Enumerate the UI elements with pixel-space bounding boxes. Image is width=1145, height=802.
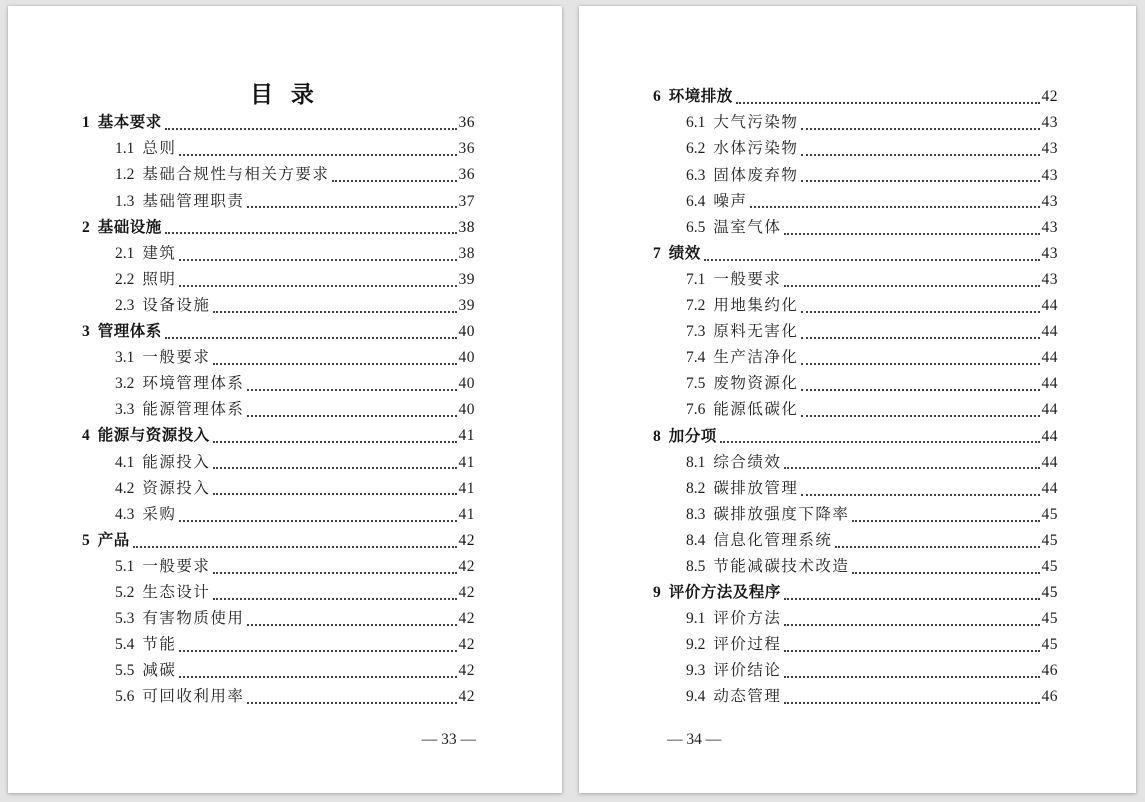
toc-entry-page: 37 <box>458 192 475 210</box>
toc-entry <box>653 502 1058 528</box>
toc-entry <box>653 684 1058 710</box>
page-33 <box>8 6 562 793</box>
toc-entry-label: 动态管理 <box>713 688 782 706</box>
toc-entry <box>653 606 1058 632</box>
toc-dot-leader <box>213 598 456 600</box>
toc-entry-page: 44 <box>1041 375 1058 393</box>
toc-entry <box>82 345 475 371</box>
toc-entry-page: 45 <box>1041 636 1058 654</box>
toc-entry <box>653 475 1058 501</box>
toc-entry-number: 8.2 <box>686 479 706 497</box>
toc-entry-page: 43 <box>1041 244 1058 262</box>
toc-entry-page: 42 <box>458 636 475 654</box>
toc-entry-label: 绩效 <box>668 244 701 262</box>
toc-entry-page: 43 <box>1041 166 1058 184</box>
toc-entry <box>82 684 475 710</box>
toc-dot-leader <box>801 389 1039 391</box>
toc-entry <box>82 554 475 580</box>
toc-entry-label: 加分项 <box>668 427 717 445</box>
toc-entry-number: 3.3 <box>115 401 135 419</box>
toc-dot-leader <box>736 102 1040 104</box>
toc-entry <box>653 658 1058 684</box>
toc-entry <box>82 632 475 658</box>
toc-entry-page: 38 <box>458 218 475 236</box>
toc-entry <box>82 528 475 554</box>
toc-entry-label: 能源与资源投入 <box>97 427 210 445</box>
toc-dot-leader <box>165 232 457 234</box>
toc-entry-number: 9 <box>653 584 661 602</box>
toc-dot-leader <box>801 415 1039 417</box>
toc-entry-page: 45 <box>1041 531 1058 549</box>
toc-entry-number: 5 <box>82 531 90 549</box>
toc-entry <box>82 110 475 136</box>
toc-dot-leader <box>801 128 1039 130</box>
toc-entry-page: 43 <box>1041 114 1058 132</box>
toc-entry <box>82 162 475 188</box>
toc-dot-leader <box>213 493 456 495</box>
toc-entry-label: 水体污染物 <box>713 140 799 158</box>
toc-entry-label: 管理体系 <box>97 323 162 341</box>
toc-entry-number: 6.3 <box>686 166 706 184</box>
toc-entry-label: 采购 <box>142 505 177 523</box>
toc-entry <box>82 658 475 684</box>
toc-entry-label: 噪声 <box>713 192 748 210</box>
toc-dot-leader <box>720 441 1040 443</box>
toc-dot-leader <box>801 311 1039 313</box>
toc-dot-leader <box>213 311 456 313</box>
toc-entry-page: 42 <box>458 610 475 628</box>
toc-entry-number: 6.1 <box>686 114 706 132</box>
toc-entry-number: 5.6 <box>115 688 135 706</box>
toc-entry-number: 8.3 <box>686 505 706 523</box>
toc-entry-number: 7.2 <box>686 297 706 315</box>
toc-entry-number: 7.4 <box>686 349 706 367</box>
toc-entry <box>82 501 475 527</box>
toc-dot-leader <box>835 546 1039 548</box>
toc-entry-page: 42 <box>458 557 475 575</box>
page-number-34: — 34 — <box>667 731 722 748</box>
toc-entry-label: 评价结论 <box>713 662 782 680</box>
toc-entry-page: 46 <box>1041 688 1058 706</box>
page-34 <box>579 6 1136 793</box>
toc-entry-page: 36 <box>458 114 475 132</box>
toc-entry <box>82 606 475 632</box>
toc-entry <box>653 241 1058 267</box>
toc-title: 目 录 <box>250 82 320 107</box>
toc-entry-page: 44 <box>1041 453 1058 471</box>
toc-dot-leader <box>852 572 1039 574</box>
toc-dot-leader <box>179 520 456 522</box>
toc-entry <box>653 136 1058 162</box>
toc-dot-leader <box>784 467 1039 469</box>
toc-entry-page: 45 <box>1041 610 1058 628</box>
toc-entry-label: 用地集约化 <box>713 297 799 315</box>
toc-entry-number: 7 <box>653 244 661 262</box>
toc-entry-page: 44 <box>1041 401 1058 419</box>
toc-dot-leader <box>247 702 456 704</box>
toc-entry-number: 5.4 <box>115 636 135 654</box>
toc-entry-number: 6.4 <box>686 192 706 210</box>
toc-entry-label: 大气污染物 <box>713 114 799 132</box>
toc-entry-number: 6 <box>653 88 661 106</box>
toc-entry-number: 6.2 <box>686 140 706 158</box>
toc-entry-label: 评价方法及程序 <box>668 584 781 602</box>
toc-entry-label: 温室气体 <box>713 218 782 236</box>
toc-entry-number: 7.1 <box>686 270 706 288</box>
toc-entry-number: 6.5 <box>686 218 706 236</box>
toc-entry-number: 1.1 <box>115 140 135 158</box>
page-number-33: — 33 — <box>421 731 476 748</box>
toc-entry-label: 减碳 <box>142 662 177 680</box>
toc-entry-page: 44 <box>1041 349 1058 367</box>
toc-dot-leader <box>801 180 1039 182</box>
toc-dot-leader <box>179 650 456 652</box>
toc-dot-leader <box>179 676 456 678</box>
toc-entry <box>82 423 475 449</box>
toc-entry <box>653 632 1058 658</box>
toc-entry-label: 基础合规性与相关方要求 <box>142 166 330 184</box>
toc-entry-page: 41 <box>458 479 475 497</box>
toc-entry-label: 综合绩效 <box>713 453 782 471</box>
toc-entry <box>82 371 475 397</box>
toc-entry-number: 9.4 <box>686 688 706 706</box>
toc-entry <box>82 188 475 214</box>
toc-entry-label: 固体废弃物 <box>713 166 799 184</box>
toc-entry-number: 2.1 <box>115 244 135 262</box>
toc-entry <box>653 188 1058 214</box>
toc-dot-leader <box>179 154 456 156</box>
toc-entry-page: 46 <box>1041 662 1058 680</box>
toc-entry-number: 9.3 <box>686 662 706 680</box>
toc-entry-number: 8.4 <box>686 531 706 549</box>
toc-entry <box>653 110 1058 136</box>
toc-dot-leader <box>213 572 456 574</box>
toc-entry-label: 生产洁净化 <box>713 349 799 367</box>
toc-entry-label: 节能减碳技术改造 <box>713 557 850 575</box>
toc-entry-page: 41 <box>458 453 475 471</box>
toc-entry-number: 8.1 <box>686 453 706 471</box>
toc-entry-page: 44 <box>1041 479 1058 497</box>
toc-entry <box>653 423 1058 449</box>
toc-entry <box>653 371 1058 397</box>
toc-entry <box>82 214 475 240</box>
toc-entry <box>653 554 1058 580</box>
toc-entry <box>82 136 475 162</box>
toc-dot-leader <box>784 598 1040 600</box>
toc-dot-leader <box>165 128 457 130</box>
toc-entry-number: 9.1 <box>686 610 706 628</box>
toc-entry-page: 36 <box>458 140 475 158</box>
toc-entry-label: 评价过程 <box>713 636 782 654</box>
toc-entry-number: 3.2 <box>115 375 135 393</box>
toc-dot-leader <box>179 259 456 261</box>
toc-entry-page: 40 <box>458 323 475 341</box>
toc-entry-label: 产品 <box>97 531 130 549</box>
toc-entry <box>653 84 1058 110</box>
toc-entry-page: 39 <box>458 296 475 314</box>
toc-entry-page: 43 <box>1041 270 1058 288</box>
toc-entry-page: 44 <box>1041 427 1058 445</box>
toc-entry-page: 42 <box>458 662 475 680</box>
toc-dot-leader <box>332 180 456 182</box>
toc-entry-page: 42 <box>458 688 475 706</box>
toc-entry-label: 环境排放 <box>668 88 733 106</box>
toc-entry-label: 一般要求 <box>713 270 782 288</box>
toc-entry-label: 建筑 <box>142 244 177 262</box>
toc-entry-number: 3 <box>82 323 90 341</box>
toc-dot-leader <box>247 624 456 626</box>
toc-entry-page: 41 <box>458 427 475 445</box>
toc-entry-label: 可回收利用率 <box>142 688 245 706</box>
toc-entry <box>653 580 1058 606</box>
toc-entry-label: 一般要求 <box>142 349 211 367</box>
toc-entry-page: 40 <box>458 375 475 393</box>
toc-entry-label: 原料无害化 <box>713 323 799 341</box>
toc-entry-number: 2.3 <box>115 296 135 314</box>
toc-entry-label: 碳排放强度下降率 <box>713 505 850 523</box>
toc-entry-label: 环境管理体系 <box>142 375 245 393</box>
toc-dot-leader <box>801 337 1039 339</box>
toc-entry-page: 38 <box>458 244 475 262</box>
toc-entry-page: 43 <box>1041 192 1058 210</box>
toc-entry-label: 废物资源化 <box>713 375 799 393</box>
toc-entry-label: 基础设施 <box>97 218 162 236</box>
toc-entry <box>653 345 1058 371</box>
toc-dot-leader <box>784 233 1039 235</box>
toc-entry-number: 9.2 <box>686 636 706 654</box>
toc-entry <box>82 293 475 319</box>
toc-entry-page: 45 <box>1041 557 1058 575</box>
toc-entry-label: 设备设施 <box>142 296 211 314</box>
toc-entry-number: 3.1 <box>115 349 135 367</box>
toc-entry-number: 2.2 <box>115 270 135 288</box>
toc-entry-number: 8.5 <box>686 557 706 575</box>
toc-entry-number: 4.2 <box>115 479 135 497</box>
toc-entry-page: 36 <box>458 166 475 184</box>
toc-entry-number: 7.5 <box>686 375 706 393</box>
toc-entry-label: 资源投入 <box>142 479 211 497</box>
toc-entry-page: 43 <box>1041 140 1058 158</box>
toc-entry-page: 45 <box>1041 505 1058 523</box>
toc-entry-label: 总则 <box>142 140 177 158</box>
toc-entry-page: 44 <box>1041 297 1058 315</box>
toc-dot-leader <box>750 206 1039 208</box>
toc-entry-number: 8 <box>653 427 661 445</box>
toc-entry-number: 4.3 <box>115 505 135 523</box>
toc-entry <box>653 528 1058 554</box>
toc-dot-leader <box>247 415 456 417</box>
toc-dot-leader <box>784 624 1039 626</box>
toc-entry-number: 4 <box>82 427 90 445</box>
toc-entry-number: 5.3 <box>115 610 135 628</box>
toc-entry <box>82 319 475 345</box>
toc-entry <box>653 397 1058 423</box>
toc-list-left <box>82 110 475 710</box>
toc-entry-number: 2 <box>82 218 90 236</box>
toc-entry <box>653 293 1058 319</box>
toc-dot-leader <box>213 467 456 469</box>
toc-entry-label: 基础管理职责 <box>142 192 245 210</box>
toc-dot-leader <box>179 285 456 287</box>
toc-entry-page: 42 <box>458 583 475 601</box>
toc-dot-leader <box>213 441 457 443</box>
toc-entry-page: 42 <box>458 531 475 549</box>
toc-entry <box>653 449 1058 475</box>
toc-entry-label: 节能 <box>142 636 177 654</box>
toc-entry <box>82 449 475 475</box>
toc-entry-label: 生态设计 <box>142 583 211 601</box>
toc-dot-leader <box>801 154 1039 156</box>
toc-entry-number: 5.1 <box>115 557 135 575</box>
toc-dot-leader <box>165 337 457 339</box>
toc-entry-page: 39 <box>458 270 475 288</box>
toc-entry-label: 有害物质使用 <box>142 610 245 628</box>
toc-dot-leader <box>784 676 1039 678</box>
toc-entry <box>82 580 475 606</box>
toc-list-right <box>653 84 1058 710</box>
toc-dot-leader <box>247 206 456 208</box>
toc-dot-leader <box>133 546 457 548</box>
toc-entry-number: 5.5 <box>115 662 135 680</box>
toc-dot-leader <box>704 259 1040 261</box>
toc-dot-leader <box>801 363 1039 365</box>
toc-entry-number: 1 <box>82 114 90 132</box>
toc-entry <box>653 162 1058 188</box>
toc-entry-number: 1.3 <box>115 192 135 210</box>
toc-entry <box>82 475 475 501</box>
toc-entry-page: 42 <box>1041 88 1058 106</box>
toc-entry-label: 基本要求 <box>97 114 162 132</box>
toc-entry-number: 5.2 <box>115 583 135 601</box>
toc-dot-leader <box>801 494 1039 496</box>
toc-entry-page: 43 <box>1041 218 1058 236</box>
toc-entry-page: 41 <box>458 505 475 523</box>
toc-dot-leader <box>213 363 456 365</box>
toc-entry-number: 4.1 <box>115 453 135 471</box>
toc-entry-number: 7.3 <box>686 323 706 341</box>
toc-dot-leader <box>247 389 456 391</box>
toc-dot-leader <box>784 285 1039 287</box>
toc-dot-leader <box>784 702 1039 704</box>
toc-entry-label: 照明 <box>142 270 177 288</box>
toc-entry-page: 40 <box>458 401 475 419</box>
toc-entry-label: 评价方法 <box>713 610 782 628</box>
toc-dot-leader <box>852 520 1039 522</box>
toc-entry-page: 45 <box>1041 584 1058 602</box>
toc-entry-label: 能源管理体系 <box>142 401 245 419</box>
toc-entry <box>653 214 1058 240</box>
toc-entry-page: 44 <box>1041 323 1058 341</box>
toc-entry <box>82 267 475 293</box>
toc-entry-label: 能源投入 <box>142 453 211 471</box>
toc-dot-leader <box>784 650 1039 652</box>
toc-entry-label: 能源低碳化 <box>713 401 799 419</box>
toc-entry <box>82 397 475 423</box>
toc-entry-number: 7.6 <box>686 401 706 419</box>
toc-entry <box>653 267 1058 293</box>
toc-entry <box>82 240 475 266</box>
toc-entry <box>653 319 1058 345</box>
toc-entry-label: 一般要求 <box>142 557 211 575</box>
toc-entry-number: 1.2 <box>115 166 135 184</box>
toc-entry-label: 信息化管理系统 <box>713 531 833 549</box>
toc-entry-label: 碳排放管理 <box>713 479 799 497</box>
toc-entry-page: 40 <box>458 349 475 367</box>
